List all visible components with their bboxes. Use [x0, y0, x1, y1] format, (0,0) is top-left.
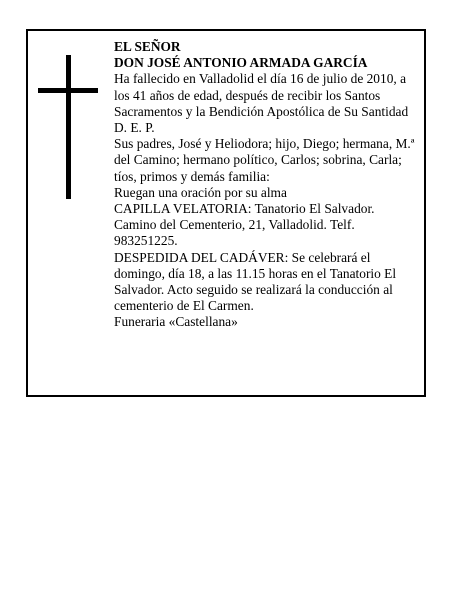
cross-icon [38, 55, 98, 199]
notice-text [114, 39, 420, 331]
obituary-notice [26, 29, 426, 397]
family-list: Sus padres, José y Heliodora; hijo, Diego; hermana, M.ª del Camino; hermano político, Carlos; sobrina, Carla; tíos, primos y demás familia: [114, 136, 415, 184]
notice-heading: EL SEÑOR [114, 39, 181, 54]
funeral-home: Funeraria «Castellana» [114, 314, 238, 330]
cross-horizontal-bar [38, 88, 98, 93]
death-info: Ha fallecido en Valladolid el día 16 de julio de 2010, a los 41 años de edad, después de recibir los Santos Sacramentos y la Bendición Apostólica de Su Santidad D. E. P. [114, 71, 409, 136]
prayer-request: Ruegan una oración por su alma [114, 184, 287, 200]
chapel-info: CAPILLA VELATORIA: Tanatorio El Salvador. Camino del Cementerio, 21, Valladolid. Telf. 983251225. [114, 201, 375, 249]
deceased-name: DON JOSÉ ANTONIO ARMADA GARCÍA [114, 55, 368, 71]
farewell-info: DESPEDIDA DEL CADÁVER: Se celebrará el domingo, día 18, a las 11.15 horas en el Tanatorio El Salvador. Acto seguido se realizará la conducción al cementerio de El Carmen. [114, 249, 397, 314]
cross-vertical-bar [66, 55, 71, 199]
